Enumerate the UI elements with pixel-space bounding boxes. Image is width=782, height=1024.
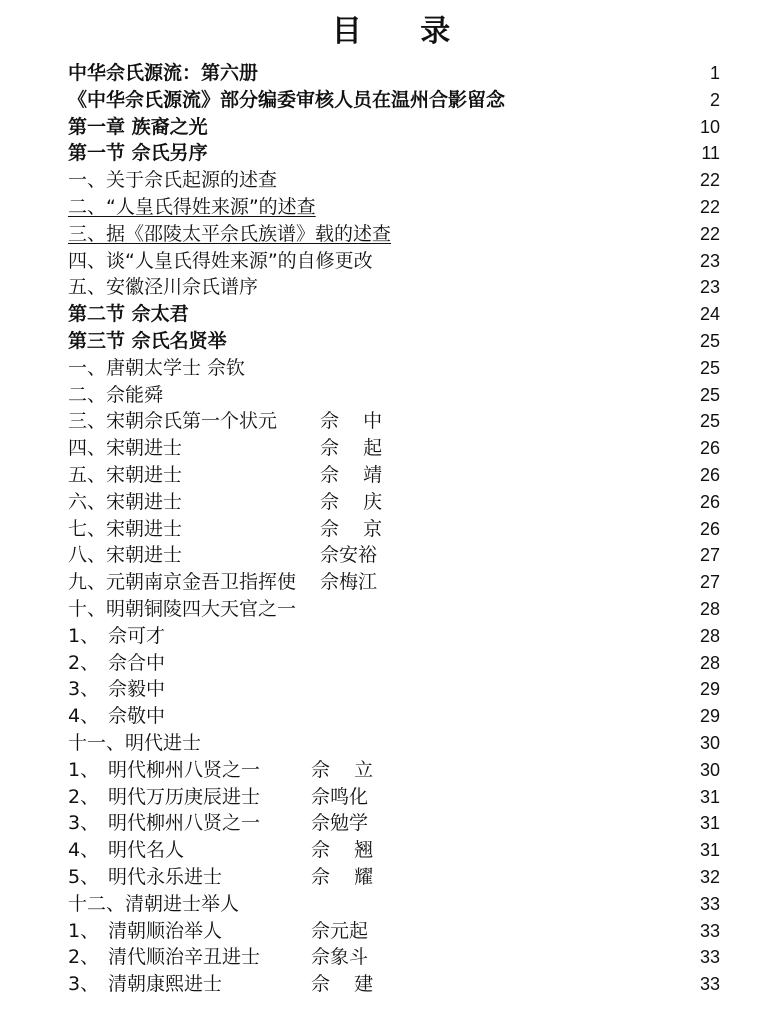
- toc-entry[interactable]: [68, 596, 720, 623]
- toc-entry-page-number: 26: [699, 438, 720, 459]
- toc-entry-label: [68, 944, 260, 971]
- toc-entry-person-name: 佘 中: [320, 410, 383, 433]
- toc-entry-page-number: 1: [709, 63, 720, 83]
- toc-entry-page-number: 23: [699, 250, 720, 271]
- toc-entry-person-name: 佘元起: [311, 919, 369, 942]
- toc-entry[interactable]: [68, 194, 720, 221]
- table-of-contents: [68, 60, 720, 998]
- toc-entry-label: [68, 301, 189, 328]
- toc-entry-text: 一、关于佘氏起源的述查: [68, 169, 278, 192]
- toc-entry[interactable]: [68, 542, 720, 569]
- toc-entry-page-number: 25: [699, 330, 720, 351]
- toc-entry-page-number: 29: [699, 679, 720, 700]
- toc-entry-page-number: 25: [699, 411, 720, 432]
- toc-entry-label: [68, 596, 296, 623]
- toc-entry-label: [68, 489, 182, 516]
- toc-entry-label: [68, 248, 373, 275]
- toc-entry-label: [68, 167, 277, 194]
- toc-entry-text: 明代柳州八贤之一: [108, 812, 261, 835]
- toc-entry-number: 5、: [68, 865, 100, 888]
- toc-entry-text: 佘合中: [108, 651, 166, 674]
- toc-entry-label: [68, 650, 165, 677]
- toc-entry-page-number: 33: [699, 920, 720, 941]
- toc-entry-page-number: 28: [699, 598, 720, 619]
- toc-entry-label: [68, 435, 182, 462]
- toc-entry[interactable]: [68, 382, 720, 409]
- toc-entry-text: 十、明朝铜陵四大天官之一: [68, 597, 297, 620]
- toc-entry-page-number: 22: [699, 170, 720, 191]
- toc-entry-page-number: 25: [699, 357, 720, 378]
- page-title: 目 录: [331, 14, 475, 49]
- toc-entry-text: 五、安徽泾川佘氏谱序: [68, 276, 259, 299]
- toc-entry[interactable]: [68, 221, 720, 248]
- toc-entry-person-name: 佘勉学: [311, 812, 369, 835]
- toc-entry-text: 佘毅中: [108, 678, 166, 701]
- toc-entry-label: [68, 569, 296, 596]
- toc-entry-label: [68, 918, 222, 945]
- toc-entry-text: 清代顺治辛丑进士: [108, 946, 261, 969]
- toc-entry-number: 3、: [68, 973, 100, 996]
- toc-entry-text: 九、元朝南京金吾卫指挥使: [68, 571, 297, 594]
- toc-entry-number: 4、: [68, 839, 100, 862]
- toc-entry-text: 第二节 佘太君: [68, 303, 189, 326]
- toc-entry-page-number: 31: [699, 813, 720, 834]
- toc-entry[interactable]: [68, 650, 720, 677]
- toc-entry-page-number: 30: [699, 732, 720, 753]
- toc-entry-text: 五、宋朝进士: [68, 463, 183, 486]
- toc-entry-page-number: 28: [699, 652, 720, 673]
- toc-entry-label: [68, 703, 165, 730]
- toc-entry-label: [68, 408, 277, 435]
- toc-entry-person-name: 佘 耀: [311, 865, 374, 888]
- toc-entry[interactable]: [68, 730, 720, 757]
- toc-entry-page-number: 27: [699, 572, 720, 593]
- toc-entry[interactable]: [68, 87, 720, 114]
- toc-entry-page-number: 29: [699, 706, 720, 727]
- toc-entry-page-number: 26: [699, 491, 720, 512]
- toc-entry[interactable]: [68, 757, 720, 784]
- toc-entry-page-number: 2: [709, 89, 720, 110]
- toc-entry-label: [68, 355, 245, 382]
- toc-entry[interactable]: [68, 623, 720, 650]
- toc-entry-person-name: 佘 京: [320, 517, 383, 540]
- toc-entry[interactable]: [68, 140, 720, 167]
- toc-entry-label: [68, 676, 165, 703]
- toc-entry-page-number: 22: [699, 223, 720, 244]
- toc-entry-text: 三、据《邵陵太平佘氏族谱》载的述查: [68, 222, 392, 245]
- toc-entry-text: 第一节 佘氏另序: [68, 142, 208, 165]
- toc-entry-page-number: 31: [699, 786, 720, 807]
- toc-entry[interactable]: [68, 408, 720, 435]
- toc-entry[interactable]: [68, 248, 720, 275]
- toc-entry-label: [68, 328, 227, 355]
- toc-entry-number: 1、: [68, 624, 100, 647]
- toc-entry-page-number: 26: [699, 518, 720, 539]
- toc-entry-text: 二、“人皇氏得姓来源”的述查: [68, 195, 316, 218]
- toc-entry-label: [68, 194, 316, 221]
- toc-entry[interactable]: [68, 703, 720, 730]
- toc-entry[interactable]: [68, 167, 720, 194]
- toc-entry-text: 明代永乐进士: [108, 865, 223, 888]
- toc-entry-label: [68, 623, 165, 650]
- toc-entry-text: 七、宋朝进士: [68, 517, 183, 540]
- toc-entry-text: 三、宋朝佘氏第一个状元: [68, 410, 278, 433]
- toc-entry-page-number: 28: [699, 625, 720, 646]
- toc-entry[interactable]: [68, 114, 720, 141]
- toc-entry[interactable]: [68, 355, 720, 382]
- toc-entry-number: 1、: [68, 919, 100, 942]
- toc-entry-number: 3、: [68, 678, 100, 701]
- toc-entry-number: 1、: [68, 758, 100, 781]
- toc-entry[interactable]: [68, 569, 720, 596]
- toc-entry-label: [68, 274, 258, 301]
- toc-entry-text: 中华佘氏源流：第六册: [68, 62, 259, 84]
- toc-entry-page-number: 26: [699, 464, 720, 485]
- toc-entry-text: 十一、明代进士: [68, 731, 202, 754]
- toc-entry-text: 清朝顺治举人: [108, 919, 223, 942]
- toc-entry-text: 十二、清朝进士举人: [68, 892, 240, 915]
- toc-entry[interactable]: [68, 301, 720, 328]
- toc-entry-person-name: 佘安裕: [320, 544, 378, 567]
- toc-entry-label: [68, 87, 505, 114]
- toc-entry[interactable]: [68, 676, 720, 703]
- toc-entry-number: 2、: [68, 785, 100, 808]
- toc-entry[interactable]: [68, 784, 720, 811]
- toc-entry-text: 二、佘能舜: [68, 383, 164, 406]
- toc-entry[interactable]: [68, 837, 720, 864]
- toc-entry-text: 第三节 佘氏名贤举: [68, 329, 227, 352]
- toc-entry-page-number: 10: [699, 116, 720, 137]
- toc-entry-text: 明代名人: [108, 839, 185, 862]
- toc-entry-page-number: 33: [699, 974, 720, 995]
- toc-entry-person-name: 佘 翘: [311, 839, 374, 862]
- toc-entry[interactable]: [68, 864, 720, 891]
- toc-entry[interactable]: [68, 891, 720, 918]
- toc-entry-label: [68, 382, 163, 409]
- toc-entry[interactable]: [68, 810, 720, 837]
- toc-entry-label: [68, 864, 222, 891]
- toc-entry-label: [68, 221, 391, 248]
- toc-entry-text: 一、唐朝太学士 佘钦: [68, 356, 246, 379]
- toc-entry-number: 2、: [68, 946, 100, 969]
- toc-entry-label: [68, 140, 208, 167]
- toc-entry-page-number: 31: [699, 840, 720, 861]
- toc-entry-page-number: 27: [699, 545, 720, 566]
- toc-entry-text: 八、宋朝进士: [68, 544, 183, 567]
- toc-entry-person-name: 佘 庆: [320, 490, 383, 513]
- toc-entry-text: 《中华佘氏源流》部分编委审核人员在温州合影留念: [68, 88, 506, 111]
- toc-entry-label: [68, 971, 222, 998]
- toc-entry-label: [68, 784, 260, 811]
- toc-entry-number: 3、: [68, 812, 100, 835]
- toc-entry-label: [68, 730, 201, 757]
- toc-entry-label: [68, 516, 182, 543]
- toc-entry-page-number: 23: [699, 277, 720, 298]
- toc-entry-page-number: 24: [699, 304, 720, 325]
- toc-entry-text: 第一章 族裔之光: [68, 115, 208, 138]
- toc-entry-page-number: 11: [701, 143, 720, 164]
- toc-entry[interactable]: [68, 462, 720, 489]
- toc-entry[interactable]: [68, 489, 720, 516]
- toc-entry-text: 六、宋朝进士: [68, 490, 183, 513]
- toc-entry-text: 明代万历庚辰进士: [108, 785, 261, 808]
- toc-entry-person-name: 佘 立: [311, 758, 374, 781]
- toc-entry-text: 佘可才: [108, 624, 166, 647]
- toc-entry[interactable]: [68, 918, 720, 945]
- toc-entry-person-name: 佘象斗: [311, 946, 369, 969]
- toc-entry-label: [68, 891, 239, 918]
- toc-entry-person-name: 佘 起: [320, 437, 383, 460]
- toc-entry-number: 2、: [68, 651, 100, 674]
- toc-entry[interactable]: [68, 435, 720, 462]
- toc-entry-label: [68, 60, 258, 87]
- toc-entry-number: 4、: [68, 705, 100, 728]
- toc-entry-text: 清朝康熙进士: [108, 973, 223, 996]
- toc-entry-label: [68, 542, 182, 569]
- toc-entry-text: 佘敬中: [108, 705, 166, 728]
- toc-entry[interactable]: [68, 516, 720, 543]
- toc-entry-label: [68, 114, 208, 141]
- toc-entry-page-number: 33: [699, 947, 720, 968]
- toc-entry[interactable]: [68, 274, 720, 301]
- toc-entry-person-name: 佘梅江: [320, 571, 378, 594]
- toc-entry[interactable]: [68, 60, 720, 87]
- toc-entry-page-number: 25: [699, 384, 720, 405]
- toc-entry-label: [68, 837, 184, 864]
- toc-entry-page-number: 32: [699, 866, 720, 887]
- toc-entry-label: [68, 810, 260, 837]
- toc-entry-person-name: 佘 靖: [320, 463, 383, 486]
- toc-entry-text: 明代柳州八贤之一: [108, 758, 261, 781]
- toc-entry-page-number: 30: [699, 759, 720, 780]
- toc-entry[interactable]: [68, 944, 720, 971]
- toc-entry-page-number: 22: [699, 196, 720, 217]
- toc-entry-page-number: 33: [699, 893, 720, 914]
- toc-entry[interactable]: [68, 328, 720, 355]
- toc-entry-label: [68, 462, 182, 489]
- toc-entry-text: 四、宋朝进士: [68, 437, 183, 460]
- toc-entry-person-name: 佘鸣化: [311, 785, 369, 808]
- toc-entry-text: 四、谈“人皇氏得姓来源”的自修更改: [68, 249, 373, 272]
- toc-entry-label: [68, 757, 260, 784]
- toc-entry-person-name: 佘 建: [311, 973, 374, 996]
- toc-entry[interactable]: [68, 971, 720, 998]
